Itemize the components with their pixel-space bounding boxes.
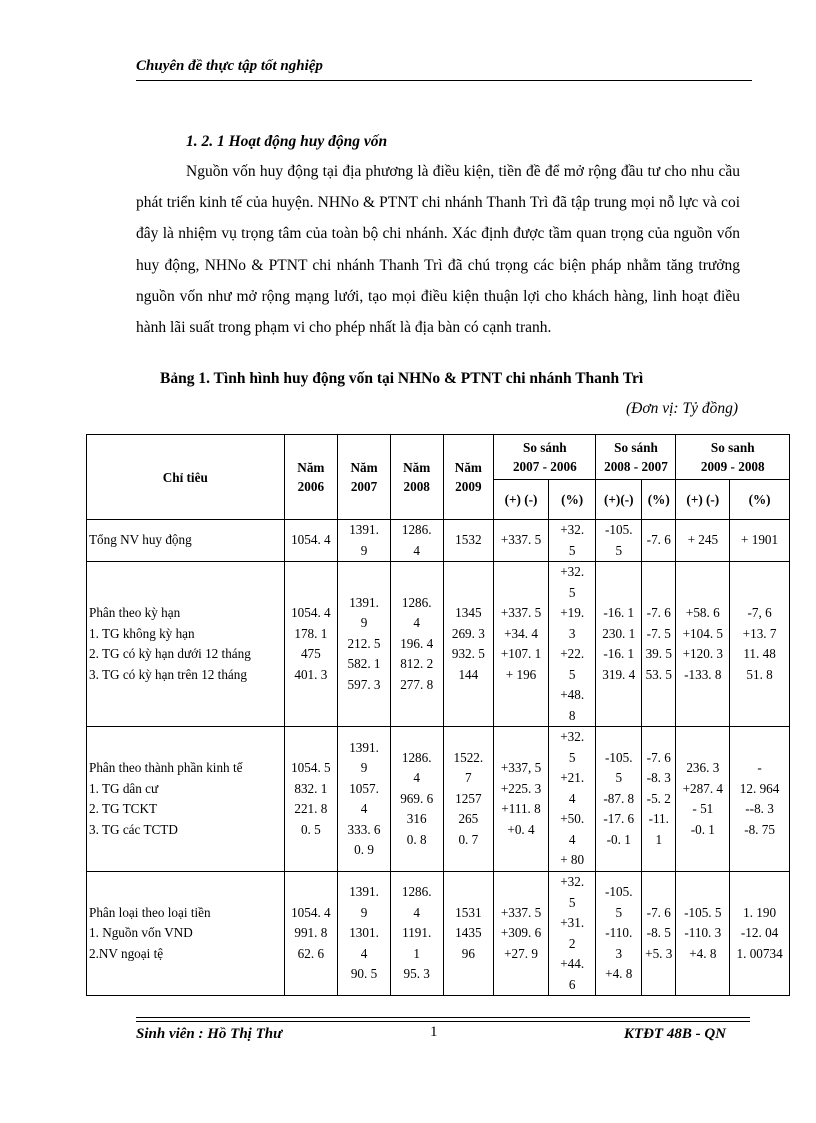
- value-line: +13. 7: [742, 625, 777, 641]
- value-line: +4. 8: [605, 966, 633, 982]
- table-caption: Bảng 1. Tình hình huy động vốn tại NHNo & PTNT chi nhánh Thanh Trì: [160, 370, 644, 387]
- value-line: + 196: [505, 666, 537, 682]
- value-line: 5: [568, 584, 576, 600]
- value-line: 4: [413, 542, 420, 558]
- header-year-2009: Năm 2009: [443, 435, 494, 520]
- value-cell: [548, 562, 596, 727]
- value-line: 4: [568, 790, 576, 806]
- value-line: 1054. 5: [291, 760, 331, 775]
- value-line: +19.: [560, 605, 585, 620]
- value-line: +32.: [560, 522, 585, 537]
- value-line: -7. 5: [646, 625, 671, 641]
- value-line: - 51: [692, 801, 714, 816]
- value-line: 991. 8: [294, 925, 328, 941]
- value-line: 1257: [455, 790, 482, 806]
- value-line: 1054. 4: [291, 904, 331, 920]
- value-cell: [548, 727, 596, 872]
- value-line: 12. 964: [739, 780, 780, 796]
- value-line: -: [757, 760, 762, 775]
- value-line: 265: [458, 811, 479, 827]
- value-line: +22.: [560, 646, 585, 661]
- value-line: 5: [568, 894, 576, 910]
- value-cell: [730, 872, 790, 996]
- value-line: -7, 6: [747, 605, 772, 620]
- label-line: 1. TG dân cư: [89, 780, 159, 796]
- value-cell: [443, 520, 494, 562]
- value-line: 9: [360, 542, 368, 558]
- footer-class-code: KTĐT 48B - QN: [623, 1026, 726, 1042]
- value-line: +5. 3: [645, 945, 673, 961]
- row-label: [87, 727, 285, 872]
- value-cell: [284, 872, 338, 996]
- value-line: 0. 5: [300, 821, 321, 837]
- value-line: 96: [461, 945, 475, 961]
- label-line: 1. Nguồn vốn VND: [89, 925, 193, 941]
- value-cell: [730, 727, 790, 872]
- value-line: -8. 75: [744, 821, 775, 837]
- value-line: -105.: [605, 884, 633, 900]
- value-line: -105. 5: [684, 904, 722, 920]
- value-line: 832. 1: [294, 780, 328, 796]
- value-line: -7. 6: [646, 904, 671, 920]
- value-cell: [494, 872, 549, 996]
- value-cell: [548, 872, 596, 996]
- value-line: 269. 3: [451, 625, 485, 641]
- value-line: 1391.: [349, 884, 379, 900]
- value-line: 597. 3: [347, 676, 381, 692]
- value-line: -16. 1: [603, 605, 635, 620]
- value-line: 4: [413, 770, 420, 786]
- subheader-change: (+) (-): [676, 480, 730, 520]
- value-line: 1057.: [349, 780, 379, 796]
- value-line: 319. 4: [602, 666, 636, 682]
- value-cell: [642, 520, 676, 562]
- value-cell: [443, 872, 494, 996]
- value-line: 277. 8: [400, 676, 434, 692]
- value-line: +337. 5: [500, 904, 542, 920]
- value-cell: [596, 727, 642, 872]
- value-line: +104. 5: [682, 625, 724, 641]
- value-cell: [676, 872, 730, 996]
- value-line: +287. 4: [682, 780, 724, 796]
- value-line: + 1901: [741, 532, 779, 548]
- label-line: 2. TG TCKT: [89, 801, 158, 816]
- value-line: 333. 6: [347, 821, 381, 837]
- value-line: 1286.: [401, 594, 432, 610]
- value-line: 582. 1: [347, 656, 381, 672]
- header-indicator: Chỉ tiêu: [87, 435, 285, 520]
- value-line: 3: [568, 625, 576, 641]
- value-line: +48.: [560, 687, 585, 702]
- value-line: 5: [568, 542, 576, 558]
- value-line: 1391.: [349, 739, 379, 755]
- subheader-percent: (%): [730, 480, 790, 520]
- value-line: 9: [360, 760, 368, 775]
- value-line: 2: [568, 935, 576, 951]
- value-cell: [548, 520, 596, 562]
- value-line: +4. 8: [689, 945, 717, 961]
- row-label: [87, 562, 285, 727]
- value-line: -7. 6: [646, 532, 671, 548]
- value-line: 1286.: [401, 522, 432, 537]
- value-line: 1391.: [349, 594, 379, 610]
- header-compare-2009-2008: So sanh 2009 - 2008: [676, 435, 790, 480]
- page-header-title: Chuyên đề thực tập tốt nghiệp: [136, 58, 323, 74]
- value-line: +32.: [560, 874, 585, 889]
- value-line: 1. 00734: [736, 945, 783, 961]
- value-line: -0. 1: [606, 831, 631, 847]
- footer-student: Sinh viên : Hồ Thị Thư: [136, 1026, 283, 1042]
- value-line: 5: [615, 904, 623, 920]
- value-cell: [338, 520, 391, 562]
- value-line: +31.: [560, 915, 585, 930]
- row-label: [87, 872, 285, 996]
- value-line: +58. 6: [685, 605, 720, 620]
- value-line: 39. 5: [645, 646, 672, 661]
- value-line: 95. 3: [403, 966, 430, 982]
- header-compare-2007-2006: So sánh 2007 - 2006: [494, 435, 596, 480]
- subheader-percent: (%): [642, 480, 676, 520]
- value-line: -11.: [648, 811, 669, 827]
- value-cell: [338, 727, 391, 872]
- value-line: 475: [300, 646, 321, 661]
- value-line: 1. 190: [743, 904, 777, 920]
- value-line: 812. 2: [400, 656, 434, 672]
- label-line: Phân loại theo loại tiền: [89, 904, 211, 920]
- value-line: +21.: [560, 770, 585, 786]
- header-year-2008: Năm 2008: [390, 435, 443, 520]
- value-line: +0. 4: [507, 821, 535, 837]
- value-line: 316: [406, 811, 427, 827]
- value-cell: [390, 727, 443, 872]
- value-line: 1435: [455, 925, 482, 941]
- footer-divider-thin: [136, 1021, 750, 1022]
- value-cell: [642, 872, 676, 996]
- value-cell: [596, 562, 642, 727]
- value-line: 1391.: [349, 522, 379, 537]
- value-cell: [642, 562, 676, 727]
- value-line: 51. 8: [746, 666, 773, 682]
- subheader-change: (+)(-): [596, 480, 642, 520]
- value-line: +34. 4: [504, 625, 538, 641]
- value-line: 4: [360, 801, 368, 816]
- label-line: Tổng NV huy động: [89, 532, 192, 548]
- subheader-percent: (%): [548, 480, 596, 520]
- value-line: -16. 1: [603, 646, 635, 661]
- value-line: 9: [360, 615, 368, 631]
- label-line: Phân theo thành phần kinh tế: [89, 760, 243, 775]
- label-line: 2. TG có kỳ hạn dưới 12 tháng: [89, 646, 251, 661]
- value-cell: [730, 520, 790, 562]
- subheader-change: (+) (-): [494, 480, 549, 520]
- value-line: 5: [615, 770, 623, 786]
- value-line: +337, 5: [500, 760, 542, 775]
- table-unit: (Đơn vị: Tỷ đồng): [625, 400, 738, 417]
- value-line: +32.: [560, 729, 585, 745]
- value-line: +32.: [560, 564, 585, 579]
- label-line: 1. TG không kỳ hạn: [89, 625, 195, 641]
- value-cell: [338, 872, 391, 996]
- value-line: -133. 8: [684, 666, 722, 682]
- capital-mobilization-table: [86, 434, 790, 996]
- value-line: -17. 6: [603, 811, 635, 827]
- value-line: -105.: [605, 522, 633, 537]
- value-line: 1286.: [401, 884, 432, 900]
- table-row: [87, 520, 790, 562]
- value-line: 90. 5: [350, 966, 378, 982]
- value-line: -7. 6: [646, 605, 671, 620]
- label-line: 3. TG các TCTD: [89, 821, 178, 837]
- value-cell: [676, 520, 730, 562]
- value-cell: [494, 727, 549, 872]
- header-year-2006: Năm 2006: [284, 435, 338, 520]
- value-line: +27. 9: [504, 945, 538, 961]
- value-line: 212. 5: [347, 635, 381, 651]
- section-heading: 1. 2. 1 Hoạt động huy động vốn: [186, 133, 388, 150]
- value-line: 1: [655, 831, 663, 847]
- page-number: 1: [430, 1024, 438, 1040]
- label-line: 2.NV ngoại tệ: [89, 945, 164, 961]
- value-line: 1301.: [349, 925, 379, 941]
- value-line: 5: [568, 666, 576, 682]
- value-line: -7. 6: [646, 749, 671, 765]
- value-line: 1054. 4: [291, 532, 331, 548]
- value-line: 5: [568, 749, 576, 765]
- value-line: + 245: [687, 532, 719, 548]
- value-cell: [284, 562, 338, 727]
- value-line: -8. 3: [646, 770, 671, 786]
- value-line: 221. 8: [294, 801, 328, 816]
- value-line: -8. 5: [646, 925, 671, 941]
- value-line: 178. 1: [294, 625, 328, 641]
- value-cell: [284, 520, 338, 562]
- value-line: 0. 8: [406, 831, 427, 847]
- value-line: + 80: [560, 852, 585, 868]
- value-line: +120. 3: [682, 646, 724, 661]
- value-cell: [338, 562, 391, 727]
- value-cell: [730, 562, 790, 727]
- header-year-2007: Năm 2007: [338, 435, 391, 520]
- value-cell: [596, 520, 642, 562]
- value-line: 7: [465, 770, 472, 786]
- header-compare-2008-2007: So sánh 2008 - 2007: [596, 435, 676, 480]
- value-line: -105.: [605, 749, 633, 765]
- value-line: +44.: [560, 956, 585, 971]
- value-line: 1: [413, 945, 420, 961]
- value-line: -0. 1: [690, 821, 715, 837]
- value-line: 1345: [455, 605, 482, 620]
- value-line: 9: [360, 904, 368, 920]
- value-line: 11. 48: [743, 646, 776, 661]
- value-line: +107. 1: [500, 646, 542, 661]
- value-line: 6: [568, 976, 576, 992]
- value-line: 5: [615, 542, 623, 558]
- value-line: 3: [615, 945, 623, 961]
- value-cell: [494, 520, 549, 562]
- value-line: --8. 3: [745, 801, 774, 816]
- value-line: 62. 6: [297, 945, 325, 961]
- label-line: 3. TG có kỳ hạn trên 12 tháng: [89, 666, 247, 682]
- value-cell: [390, 520, 443, 562]
- row-label: [87, 520, 285, 562]
- value-line: 8: [568, 707, 576, 723]
- value-line: 1531: [455, 904, 482, 920]
- value-cell: [390, 562, 443, 727]
- header-divider: [136, 80, 752, 81]
- table-row: [87, 727, 790, 872]
- value-line: 1286.: [401, 749, 432, 765]
- value-cell: [284, 727, 338, 872]
- value-line: 1191.: [402, 925, 432, 941]
- value-line: -5. 2: [646, 790, 671, 806]
- value-cell: [642, 727, 676, 872]
- value-line: +337. 5: [500, 532, 542, 548]
- value-line: 4: [568, 831, 576, 847]
- value-cell: [494, 562, 549, 727]
- value-line: 1054. 4: [291, 605, 331, 620]
- value-line: -110. 3: [684, 925, 722, 941]
- value-line: 4: [413, 615, 420, 631]
- value-line: 1532: [455, 532, 482, 548]
- value-cell: [676, 562, 730, 727]
- value-line: -110.: [605, 925, 633, 941]
- value-line: -87. 8: [603, 790, 635, 806]
- value-line: 230. 1: [602, 625, 636, 641]
- value-cell: [390, 872, 443, 996]
- value-line: 4: [413, 904, 420, 920]
- value-line: 932. 5: [451, 646, 485, 661]
- value-line: +309. 6: [500, 925, 542, 941]
- value-cell: [596, 872, 642, 996]
- value-line: 196. 4: [400, 635, 434, 651]
- value-line: 1522.: [453, 749, 484, 765]
- value-line: 236. 3: [686, 760, 720, 775]
- label-line: Phân theo kỳ hạn: [89, 605, 181, 620]
- section-paragraph: Nguồn vốn huy động tại địa phương là điều kiện, tiền đề để mở rộng đầu tư cho nhu cầu phát triển kinh tế của huyện. NHNo & PTNT chi nhánh Thanh Trì đã tập trung mọi nỗ lực và coi đây là nhiệm vụ trọng tâm của toàn bộ chi nhánh. Xác định được tầm quan trọng của nguồn vốn huy động, NHNo & PTNT chi nhánh Thanh Trì đã chú trọng các biện pháp nhằm tăng trưởng nguồn vốn như mở rộng mạng lưới, tạo mọi điều kiện thuận lợi cho khách hàng, linh hoạt điều hành lãi suất trong phạm vi cho phép nhất là địa bàn có cạnh tranh.: [136, 163, 740, 337]
- value-cell: [443, 562, 494, 727]
- value-cell: [443, 727, 494, 872]
- value-line: 4: [360, 945, 368, 961]
- value-line: +50.: [560, 811, 585, 827]
- value-line: 0. 7: [458, 831, 479, 847]
- table-row: [87, 562, 790, 727]
- value-line: +225. 3: [500, 780, 542, 796]
- value-cell: [676, 727, 730, 872]
- table-row: [87, 872, 790, 996]
- value-line: 53. 5: [645, 666, 672, 682]
- value-line: 0. 9: [354, 842, 374, 857]
- value-line: 144: [458, 666, 479, 682]
- value-line: 969. 6: [400, 790, 434, 806]
- value-line: -12. 04: [740, 925, 779, 941]
- value-line: +337. 5: [500, 605, 542, 620]
- value-line: +111. 8: [501, 801, 541, 816]
- footer-divider: [136, 1017, 750, 1018]
- value-line: 401. 3: [294, 666, 328, 682]
